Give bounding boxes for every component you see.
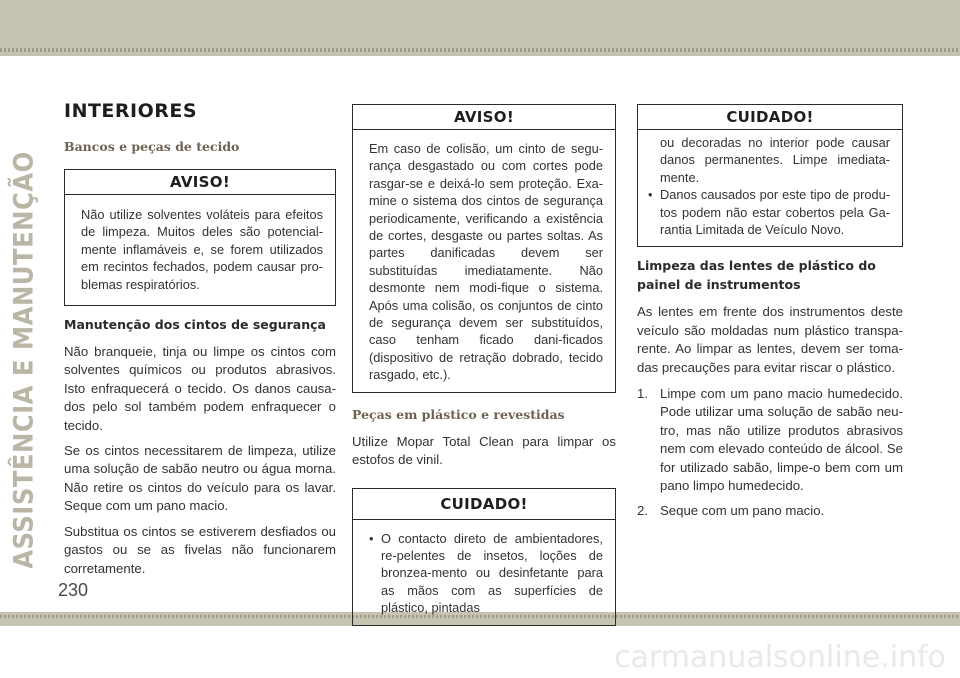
header-band: [0, 0, 960, 56]
column-1: [64, 100, 336, 578]
cleaning-steps-list: [637, 385, 903, 520]
paragraph: Se os cintos necessitarem de limpeza, utilize uma solução de sabão neutro ou água morna. Não retire os cintos do veículo para os lavar. Seque com um pano macio.: [64, 443, 336, 514]
caution-box-continued: [637, 104, 903, 247]
step-text: Limpe com um pano macio humedecido. Pode utilizar uma solução de sabão neu-tro, mas não utilize produtos abrasivos nem com elevado conteúdo de álcool. Se for utilizado sabão, limpe-o bem com um pano limpo humedecido.: [660, 386, 903, 494]
caution-bullet: • Danos causados por este tipo de produ-tos podem não estar cobertos pela Ga-rantia Limitada de Veículo Novo.: [648, 186, 890, 238]
paragraph: Não branqueie, tinja ou limpe os cintos com solventes químicos ou produtos abrasivos. Isto enfraquecerá o tecido. Os danos causa-dos pelo sol também podem enfraquecer o tecido.: [64, 344, 336, 433]
caution-continued-text: ou decoradas no interior pode causar danos permanentes. Limpe imediata-mente.: [660, 135, 890, 185]
paragraph: As lentes em frente dos instrumentos deste veículo são moldadas num plástico transpa-rente. Ao limpar as lentes, devem ser toma-das precauções para evitar riscar o plástico.: [637, 304, 903, 375]
paragraph: Utilize Mopar Total Clean para limpar os estofos de vinil.: [352, 433, 616, 468]
page-number: 230: [58, 580, 89, 600]
warning-header: AVISO!: [353, 105, 615, 130]
warning-header: AVISO!: [65, 170, 335, 195]
heading-seatbelt-maintenance: Manutenção dos cintos de segurança: [64, 317, 326, 333]
step-number: 1.: [637, 386, 648, 402]
list-item: [637, 502, 903, 520]
paragraph: Substitua os cintos se estiverem desfiados ou gastos ou se as fivelas não funcionarem corretamente.: [64, 523, 336, 576]
column-2: [352, 104, 616, 626]
caution-box-plastics: [352, 488, 616, 626]
heading-instrument-lens-cleaning: Limpeza das lentes de plástico do painel de instrumentos: [637, 258, 876, 293]
warning-text: Em caso de colisão, um cinto de segu-rança desgastado ou com cortes pode rasgar-se e deixá-lo sem proteção. Exa-mine o sistema dos cintos de segurança periodicamente, verificando a existência de cortes, desgaste ou partes soltas. As partes danificadas devem ser substituídas imediatamente. Não desmonte nem modi-fique o sistema. Após uma colisão, os conjuntos de cinto de segurança devem ser substituídos, caso tenham ficado dani-ficados (dispositivo de retração dobrado, tecido rasgado, etc.).: [369, 141, 603, 383]
watermark: carmanualsonline.info: [614, 640, 946, 675]
step-number: 2.: [637, 502, 648, 518]
section-side-label-text: ASSISTÊNCIA E MANUTENÇÃO: [8, 151, 40, 569]
column-3: [637, 104, 903, 520]
warning-box-collision: [352, 104, 616, 393]
list-item: [637, 385, 903, 495]
warning-box-solvents: [64, 169, 336, 306]
subtitle-seats-fabric: Bancos e peças de tecido: [64, 139, 240, 154]
warning-text: Não utilize solventes voláteis para efeitos de limpeza. Muitos deles são potencial-mente inflamáveis e, se forem utilizados em recintos fechados, podem causar pro-blemas respiratórios.: [81, 207, 323, 292]
subtitle-plastic-parts: Peças em plástico e revestidas: [352, 406, 565, 422]
caution-header: CUIDADO!: [353, 489, 615, 520]
step-text: Seque com um pano macio.: [660, 502, 825, 518]
caution-body: [638, 130, 902, 246]
caution-bullet: • O contacto direto de ambientadores, re-pelentes de insetos, loções de bronzea-mento ou desinfetante para as mãos com as superfícies de plástico, pintadas: [369, 530, 603, 617]
page-title: INTERIORES: [64, 100, 198, 122]
caution-body: [353, 520, 615, 625]
caution-header: CUIDADO!: [638, 105, 902, 130]
